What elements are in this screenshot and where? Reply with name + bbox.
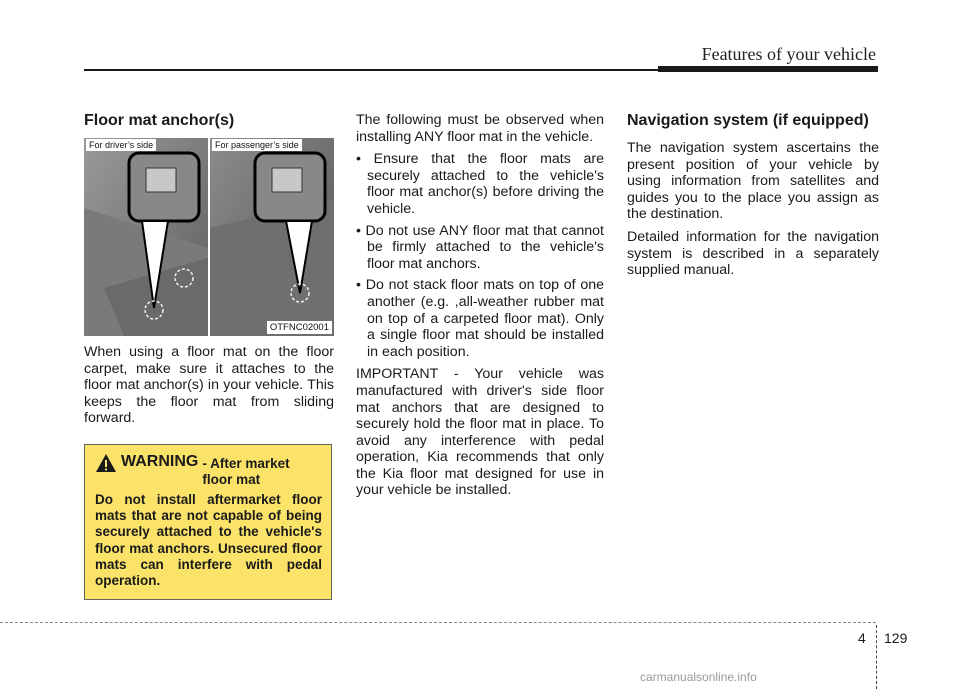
navigation-paragraph-2: Detailed information for the navigation system is described in a separately supplied manual.: [627, 228, 879, 279]
watermark: carmanualsonline.info: [640, 670, 757, 684]
floor-mat-paragraph-wrap: [84, 344, 334, 433]
installation-bullets: [356, 151, 604, 360]
warning-subtitle: - After market floor mat: [202, 456, 290, 487]
warning-header: [95, 453, 322, 488]
warning-triangle-icon: [95, 453, 117, 473]
photo-driver-side: [84, 138, 208, 336]
header-rule-accent: [658, 66, 878, 72]
footer-rule: [0, 622, 876, 623]
page-number: 129: [884, 630, 908, 646]
photo-label-passenger: For passenger’s side: [212, 139, 302, 151]
bullet-item: • Do not use ANY floor mat that cannot be firmly attached to the vehicle's floor mat anchors.: [356, 222, 604, 272]
anchor-photos: [84, 138, 334, 336]
warning-box: [84, 444, 332, 600]
column-navigation: [627, 112, 879, 285]
warning-word: WARNING: [121, 453, 199, 470]
floor-mat-paragraph: When using a floor mat on the floor carpet, make sure it attaches to the floor mat anchor(s) in your vehicle. This keeps the floor mat from sliding forward.: [84, 344, 334, 427]
warning-text: Do not install aftermarket floor mats that are not capable of being securely attached to the vehicle's floor mat anchors. Unsecured floor mats can interfere with pedal operation.: [95, 492, 322, 589]
header-title: Features of your vehicle: [701, 44, 876, 64]
chapter-number: 4: [858, 630, 866, 646]
passenger-anchor-illustration: [210, 138, 334, 336]
photo-label-driver: For driver’s side: [86, 139, 156, 151]
installation-intro: The following must be observed when installing ANY floor mat in the vehicle.: [356, 112, 604, 145]
driver-anchor-illustration: [84, 138, 208, 336]
photo-passenger-side: [210, 138, 334, 336]
bullet-item: • Do not stack floor mats on top of one another (e.g. ,all-weather rubber mat on top of a carpeted floor mat). Only a single floor mat should be installed in each position.: [356, 277, 604, 360]
section-heading-navigation: Navigation system (if equipped): [627, 112, 869, 129]
column-installation-rules: [356, 112, 604, 505]
section-heading-floor-mat: Floor mat anchor(s): [84, 112, 235, 129]
footer-divider: [876, 625, 877, 689]
bullet-item: • Ensure that the floor mats are securely attached to the vehicle's floor mat anchor(s) before driving the vehicle.: [356, 151, 604, 217]
column-floor-mat-anchor: [84, 112, 334, 130]
figure-code: OTFNC02001: [267, 321, 332, 334]
navigation-paragraph-1: The navigation system ascertains the present position of your vehicle by using information from satellites and guides you to the place you assign as the destination.: [627, 140, 879, 223]
important-paragraph: IMPORTANT - Your vehicle was manufactured with driver's side floor mat anchors that are designed to securely hold the floor mat in place. To avoid any interference with pedal operation, Kia recommends that only the Kia floor mat designed for use in your vehicle be installed.: [356, 366, 604, 499]
